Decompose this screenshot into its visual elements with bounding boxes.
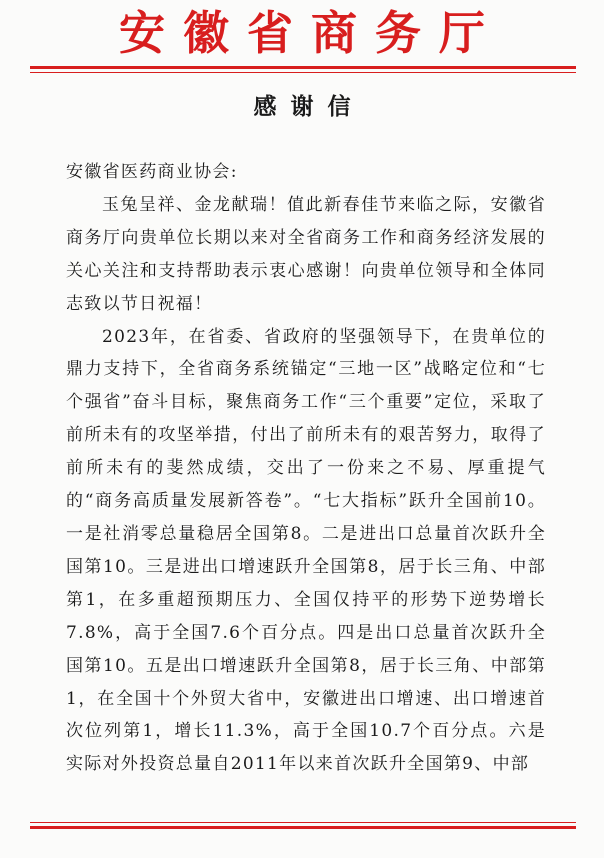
footer-rule-thick bbox=[30, 826, 576, 829]
letter-paragraph-2: 2023年，在省委、省政府的坚强领导下，在贵单位的鼎力支持下，全省商务系统锚定“三地一区”战略定位和“七个强省”奋斗目标，聚焦商务工作“三个重要”定位，采取了前所未有的攻坚举措，付出了前所未有的艰苦努力，取得了前所未有的斐然成绩，交出了一份来之不易、厚重提气的“商务高质量发展新答卷”。“七大指标”跃升全国前10。一是社消零总量稳居全国第8。二是进出口总量首次跃升全国第10。三是进出口增速跃升全国第8，居于长三角、中部第1，在多重超预期压力、全国仅持平的形势下逆势增长7.8%，高于全国7.6个百分点。四是出口总量首次跃升全国第10。五是出口增速跃升全国第8，居于长三角、中部第1，在全国十个外贸大省中，安徽进出口增速、出口增速首次位列第1，增长11.3%，高于全国10.7个百分点。六是实际对外投资总量自2011年以来首次跃升全国第9、中部 bbox=[66, 326, 546, 775]
letterhead-rule-thin bbox=[30, 72, 576, 73]
letter-body bbox=[66, 156, 546, 781]
letterhead-org-name: 安徽省商务厅 bbox=[119, 6, 503, 60]
letter-paragraph-1: 玉兔呈祥、金龙献瑞！值此新春佳节来临之际，安徽省商务厅向贵单位长期以来对全省商务工作和商务经济发展的关心关注和支持帮助表示衷心感谢！向贵单位领导和全体同志致以节日祝福！ bbox=[66, 194, 546, 314]
letter-salutation: 安徽省医药商业协会: bbox=[66, 162, 238, 182]
footer-rule-thin bbox=[30, 822, 576, 823]
letter-title: 感谢信 bbox=[253, 93, 365, 120]
letterhead-rule-thick bbox=[30, 66, 576, 69]
